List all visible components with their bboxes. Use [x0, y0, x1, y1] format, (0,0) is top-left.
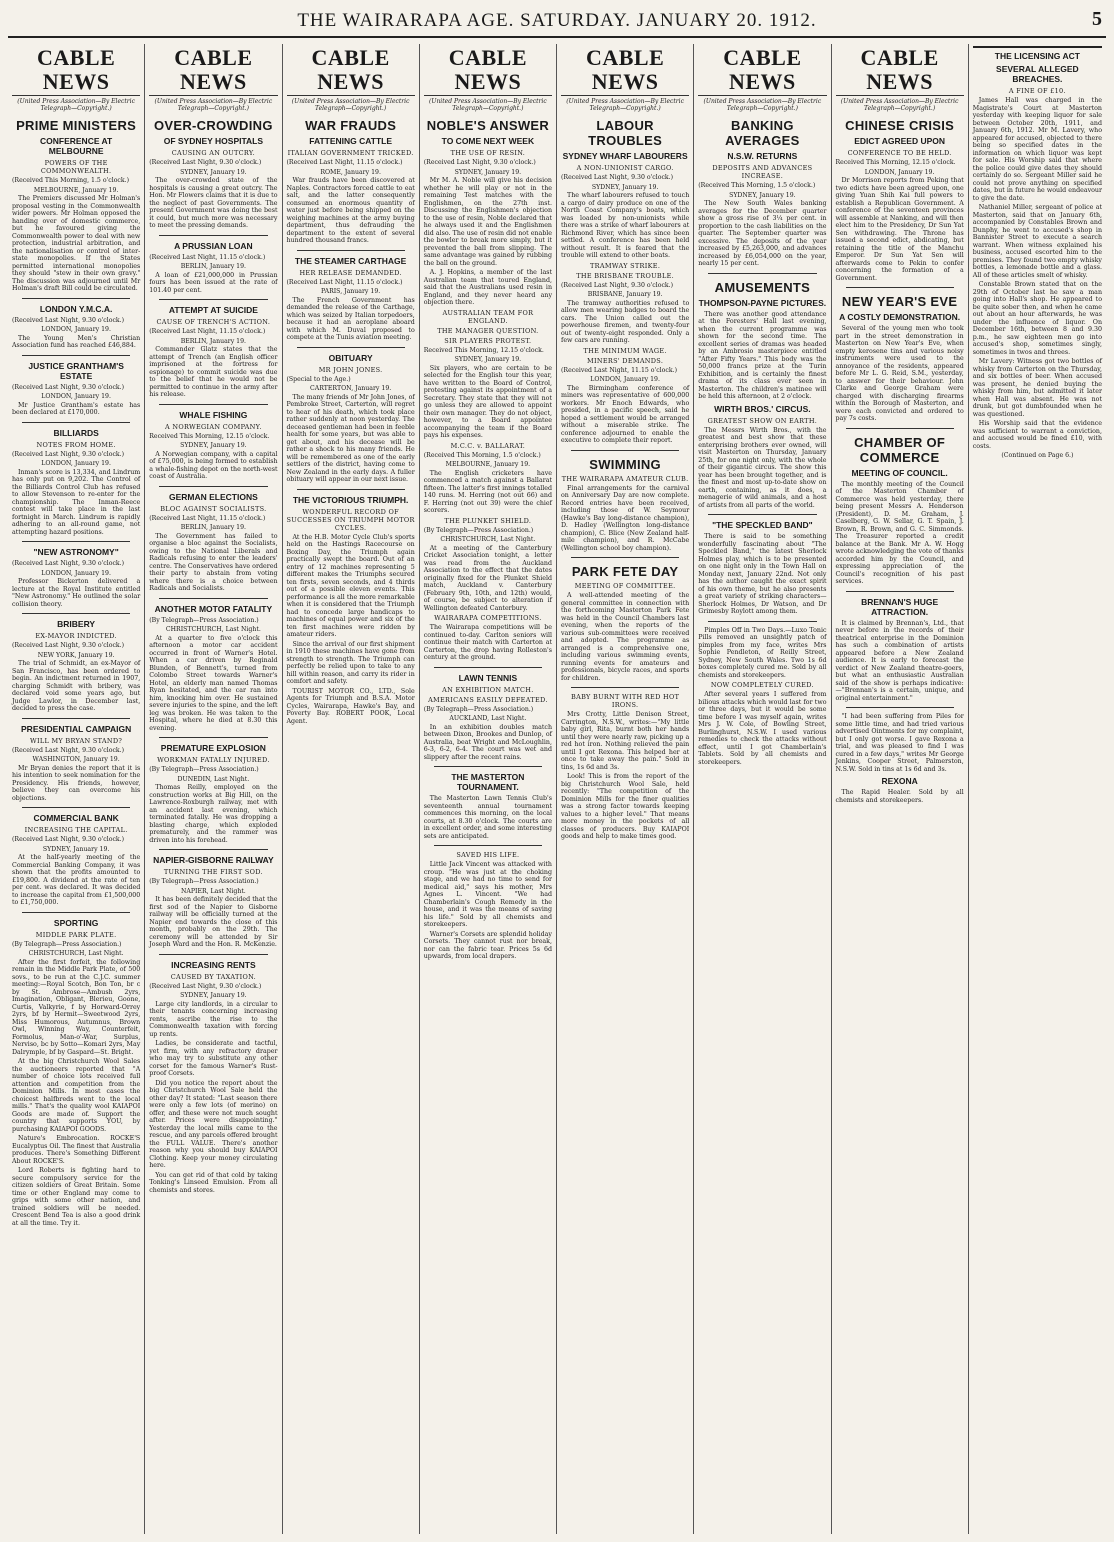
advertisement: Nature's Embrocation. ROCKE'S Eucalyptus Oil. The finest that Australia produces. There's Something Different About ROCKE'S. — [12, 1135, 141, 1165]
advertisement: Pimples Off in Two Days.—Luxo Tonic Pills removed an unsightly patch of pimples from my face, writes Mrs Sophie Pendleton, of Reilly Street, Sydney, New South Wales. Two 1s 6d boxes completely cured me. Sold by all chemists and storekeepers. — [698, 626, 827, 679]
divider — [22, 807, 130, 808]
article-body: After the first forfeit, the following remain in the Middle Park Plate, of 500 sovs., to be run at the C.J.C. summer meeting:—Royal Scotch, Bon Ton, br c by St. Ambrose—Ambush 2yrs, Imagination, Obligant, Blerieu, Goone, Curtis, Valkyrie, f by Horward-Orrey 2yrs, bf by Hermit—Sweetwood 2yrs, Miss Humorous, Autumnus, Brown Owl, Winning Way, Counterfeit, Formolus, Man-o'-War, Surplus, Nerviso, bc by Sotto—Komari 2yrs, May Dalrymple, bf by Gaspard—St. Bright. — [12, 958, 141, 1056]
received-line: (By Telegraph—Press Association.) — [423, 526, 534, 534]
divider — [708, 273, 816, 274]
received-line: (Received This Morning, 1.5 o'clock.) — [698, 182, 816, 189]
headline: OVER-CROWDING — [154, 118, 273, 133]
sub-subheadline: AN EXHIBITION MATCH. — [442, 685, 534, 694]
sub-subheadline: DEPOSITS AND ADVANCES INCREASE. — [712, 164, 813, 180]
headline: AMUSEMENTS — [714, 279, 811, 295]
headline: PREMATURE EXPLOSION — [160, 743, 266, 753]
article-body: The Young Men's Christian Association fund has reached £46,884. — [12, 334, 141, 349]
column-5 — [557, 44, 694, 1534]
advertisement: Look! This is from the report of the big Christchurch Wool Sale, held recently: "The competition of the Dominion Mills for the finer qualities was a strong factor towards keeping values to a higher level." That means more money in the pockets of all classes of producers. Buy KAIAPOI goods and help to make times good. — [561, 773, 690, 840]
subheadline: SYDNEY WHARF LABOURERS — [562, 151, 688, 161]
received-line: (Received Last Night, 11.15 o'clock.) — [149, 514, 266, 522]
article-body: Dr Morrison reports from Peking that two edicts have been agreed upon, one giving Yuan Shih Kai full powers to establish a Republican Government. A conference of the seventeen provinces will assemble at Nanking, and will then elect him to the Presidency, Dr Sun Yat Sen withdrawing. The Throne has issued a second edict, abdicating, but retaining the title of the Manchu Emperor. Dr Sun Yat Sen will afterwards come to Pekin to confer concerning the formation of a Government. — [835, 177, 964, 282]
sub-subheadline: ITALIAN GOVERNMENT TRICKED. — [287, 149, 414, 157]
divider — [22, 422, 130, 423]
article-body: The Masterton Lawn Tennis Club's seventeenth annual tournament commences this morning, on the local courts, at 8.30 o'clock. The courts are in excellent order, and some interesting sets are anticipated. — [423, 795, 552, 840]
article-body: The Government has failed to organise a bloc against the Socialists, owing to the National Liberals and Radicals refusing to enter the leaders' centre. The Conservatives have ordered their party to abstain from voting where there is a choice between Radicals and Socialists. — [149, 532, 278, 592]
sub-subheadline: THE WAIRARAPA AMATEUR CLUB. — [561, 474, 689, 483]
dateline: NAPIER, Last Night. — [180, 887, 246, 895]
sub-subheadline: THE MANAGER QUESTION. — [437, 326, 539, 335]
received-line: (By Telegraph—Press Association.) — [12, 940, 122, 948]
article-body: The Wairarapa competitions will be continued to-day. Carlton seniors will continue their match with Carterton at Carterton, the drop having Rolleston's century at the ground. — [423, 624, 552, 661]
sub-subheadline: CAUSE OF TRENCH'S ACTION. — [156, 318, 271, 326]
cable-news-heading: CABLE NEWS — [836, 46, 964, 96]
cable-news-heading: CABLE NEWS — [149, 46, 277, 96]
article-body: Thomas Reilly, employed on the construction works at Big Hill, on the Lawrence-Roxburgh railway, met with an accident last evening, which terminated fatally. He was dropping a blasting charge, which exploded prematurely, and the rammer was driven into his forehead. — [149, 784, 278, 844]
article-body: In an exhibition doubles match between Dixon, Brookes and Dunlop, of Australia, beat Wright and McLoughlin, 6-3, 6-2, 6-4. The court was wet and slippery after the recent rains. — [423, 723, 552, 761]
received-line: (By Telegraph—Press Association.) — [149, 616, 259, 624]
divider — [159, 486, 267, 487]
subheadline: SEVERAL ALLEGED BREACHES. — [996, 64, 1079, 84]
article-body: Several of the young men who took part in the street demonstration in Masterton on New Year's Eve, when empty kerosene tins and various noisy instruments were used to the annoyance of the residents, appeared before Mr L. G. Reid, S.M., yesterday, to answer for their behaviour. John Clarke and George Graham were charged with discharging firearms within the Borough of Masterton, and were each convicted and ordered to pay 7s costs. — [835, 325, 964, 422]
article-body: War frauds have been discovered at Naples. Contractors forced cattle to eat salt, and the latter consequently consumed an enormous quantity of water just before being shipped on the weighing machines at the army buying department, thus defrauding the department to the extent of several hundred thousand francs. — [286, 177, 415, 244]
sub-subheadline: AMERICANS EASILY DEFEATED. — [428, 695, 548, 704]
sub-subheadline: TRAMWAY STRIKE. — [590, 261, 661, 270]
received-line: Received This Morning, 12.15 o'clock. — [149, 432, 270, 440]
article-body: The trial of Schmidt, an ex-Mayor of San Francisco, has been ordered to begin. An indictment returned in 1907, charging Schmidt with bribery, was declared void some years ago, but Judge Lawlor, in December last, decided to press the case. — [12, 660, 141, 712]
article-body: The French Government has demanded the release of the Carthage, which was seized by Italian torpedoers, because it had an aeroplane aboard with which M. Duval proposed to compete at the Tunis aviation meeting. — [286, 296, 415, 341]
dateline: BRISBANE, January 19. — [587, 291, 663, 298]
received-line: (Received Last Night, 9.30 o'clock.) — [12, 450, 125, 458]
divider — [434, 766, 542, 767]
divider — [297, 489, 405, 490]
dateline: BERLIN, January 19. — [180, 337, 247, 345]
sub-subheadline: GREATEST SHOW ON EARTH. — [707, 416, 818, 425]
association-credit: (United Press Association—By Electric Telegraph—Copyright.) — [154, 98, 273, 112]
received-line: (Received Last Night, 9.30 o'clock.) — [149, 982, 262, 990]
headline: THE STEAMER CARTHAGE — [294, 255, 407, 266]
article-body: The monthly meeting of the Council of the Masterton Chamber of Commerce was held yesterday, there being present Messrs A. Henderson (President), D. M. Graham, J. Caselberg, G. W. Sellar, G. T. Spain, J. Brown, R. Brown, and G. C. Simmonds. The Treasurer reported a credit balance at the Bank. Mr A. W. Hogg wrote acknowledging the vote of thanks accorded him by the Council, and expressing appreciation of the Council's recognition of his past services. — [835, 480, 964, 585]
masthead — [8, 10, 1106, 38]
dateline: LONDON, January 19. — [590, 376, 660, 383]
sub-subheadline: SIR PLAYERS PROTEST. — [444, 336, 532, 345]
dateline: CHRISTCHURCH, Last Night. — [28, 950, 124, 957]
column-2 — [145, 44, 282, 1534]
divider — [159, 849, 267, 850]
advertisement: Warner's Corsets are splendid holiday Corsets. They cannot rust nor break, nor can the fabric tear. Prices 5s 6d upwards, from local drapers. — [423, 930, 552, 960]
headline: THE LICENSING ACT — [994, 51, 1080, 61]
headline: BRENNAN'S HUGE ATTRACTION. — [861, 596, 939, 617]
article-body: Six players, who are certain to be selected for the English tour this year, have written to the Board of Control, protesting against its appointment of a Secretary. They state that they will not go unless they are allowed to appoint their own manager. They do not object, however, to a Board appointee accompanying the team if the Board pays his expenses. — [423, 364, 552, 439]
column-3 — [283, 44, 420, 1534]
received-line: (Received Last Night, 9.30 o'clock.) — [12, 560, 125, 567]
sub-subheadline: MINERS' DEMANDS. — [587, 356, 664, 365]
article-body: The Messrs Wirth Bros., with the greatest and best show that these enterprising brothers ever owned, will visit Masterton on Thursday, January 25th, for one night only, with the whole of their gigantic circus. The show this year has been brought together, and is the finest and most up-to-date show on earth, containing, as it does, a menagerie of wild animals, and a host of artists from all parts of the world. — [698, 426, 827, 509]
article-body: The New South Wales banking averages for the December quarter show a gross rise of 3¼ per cent. in proportion to the cash liabilities on the quarter. The September quarter was excessive. The deposits of the year increased by £5,263,000, and advances increased by £6,054,000 on the year, nearly 15 per cent. — [698, 200, 827, 267]
headline: COMMERCIAL BANK — [33, 813, 119, 823]
advertisement: Lord Roberts is fighting hard to secure compulsory service for the citizen soldiers of Great Britain. Some time or other England may come to grips with some other nation, and trained soldiers will be needed. Crescent Bend Tea is also a good drink at all the time. Try it. — [12, 1167, 141, 1227]
headline: NOBLE'S ANSWER — [426, 118, 550, 133]
divider — [571, 450, 679, 451]
advertisement: TOURIST MOTOR CO., LTD., Sole Agents for Triumph and B.S.A. Motor Cycles, Wairarapa, Hawke's Bay, and Poverty Bay. ROBERT POOK, Local Agent. — [286, 687, 415, 725]
headline: PRESIDENTIAL CAMPAIGN — [21, 723, 132, 734]
continued-note: (Continued on Page 6.) — [1001, 452, 1074, 459]
received-line: (Received Last Night, 9.30 o'clock.) — [561, 174, 674, 181]
article-body: Inman's score is 13,334, and Lindrum has only put on 9,202. The Control of the Billiards Control Club has refused to allow Stevenson to re-enter for the championship. The Inman-Reece contest will take place in the last fortnight in March. Lindrum is rapidly adhering to an all-round game, not attempting hazard positions. — [12, 468, 141, 536]
received-line: (Received This Morning, 1.5 o'clock.) — [423, 451, 541, 459]
sub-subheadline: M.C.C. v. BALLARAT. — [450, 441, 526, 450]
article-body: The Birmingham conference of miners was representative of 600,000 workers. Mr Enoch Edwards, who presided, in a pacific speech, said he hoped a settlement would be arranged without a miserable strike. The conference adjourned to enable the executive to complete their report. — [561, 384, 690, 444]
headline: THE MASTERTON TOURNAMENT. — [451, 772, 525, 792]
article-body: At a quarter to five o'clock this afternoon a motor car accident occurred in front of Warner's Hotel. When a car driven by Reginald Blunden, of Bennett's, turned from Colombo Street towards Warner's Hotel, an elderly man named Thomas Ryan hesitated, and the car ran into him, knocking him over. He sustained severe injuries to the spine, and the left leg was broken. He was taken to the Hospital, where he died at 8.30 this evening. — [149, 634, 278, 732]
received-line: (Special to the Age.) — [286, 375, 351, 383]
article-body: A well-attended meeting of the general committee in connection with the forthcoming Masterton Park Fete was held in the Council Chambers last evening, when the reports of the various sub-committees were received and adopted. The programme as arranged is a comprehensive one, including various swimming events, running events for amateurs and professionals, bicycle races, and sports for children. — [561, 592, 690, 682]
article-body: A Norwegian company, with a capital of £75,000, is being formed to establish a whale-fishing depot on the north-west coast of Australia. — [149, 450, 278, 480]
sub-subheadline: AUSTRALIAN TEAM FOR ENGLAND. — [442, 308, 534, 325]
divider — [22, 298, 130, 299]
headline: INCREASING RENTS — [171, 959, 256, 970]
column-7 — [832, 44, 969, 1534]
sub-subheadline: NOW COMPLETELY CURED. — [710, 681, 814, 689]
divider — [159, 737, 267, 738]
dateline: LONDON, January 19. — [41, 460, 111, 467]
sub-subheadline: A FINE OF £10. — [1008, 87, 1066, 95]
dateline: SYDNEY, January 19. — [180, 442, 247, 449]
dateline: WASHINGTON, January 19. — [32, 756, 120, 763]
received-line: (Received Last Night, 11.15 o'clock.) — [286, 159, 403, 166]
received-line: (By Telegraph—Press Association.) — [149, 766, 259, 773]
article-body: Final arrangements for the carnival on Anniversary Day are now complete. Record entries have been received, including those of W. Seymour (Hawke's Bay long-distance champion), D. Hadley (Wellington long-distance champion), C. Blice (New Zealand half-mile champion), and R. McCabe (Wellington school boy champion). — [561, 484, 690, 552]
advertisement: Little Jack Vincent was attacked with croup. "He was just at the choking stage, and we had no time to send for medical aid," says his mother, Mrs Agnes L. Vincent. "We had Chamberlain's Cough Remedy in the house, and it was the means of saving his life." Sold by all chemists and storekeepers. — [423, 861, 552, 928]
article-body: Professor Bickerton delivered a lecture at the Royal Institute entitled "New Astronomy." He outlined the solar collision theory. — [12, 578, 141, 608]
divider — [22, 613, 130, 614]
headline: BRIBERY — [57, 619, 96, 629]
sub-subheadline: SAVED HIS LIFE. — [456, 851, 520, 859]
received-line: (By Telegraph—Press Association.) — [149, 878, 259, 885]
received-line: (Received Last Night, 11.15 o'clock.) — [149, 253, 266, 261]
headline: LONDON Y.M.C.A. — [39, 303, 113, 314]
sub-subheadline: WORKMAN FATALLY INJURED. — [157, 756, 270, 764]
article-body: The English cricketers have commenced a match against a Ballarat fifteen. The latter's first innings totalled 140 runs. M. Herring (not out 66) and F. Herring (not out 39) were the chief scorers. — [423, 469, 552, 514]
page-number: 5 — [1092, 8, 1102, 30]
article-body: Mr Bryan denies the report that it is his intention to seek nomination for the Presidency. His friends, however, believe they can overcome his objections. — [12, 764, 141, 802]
cable-news-heading: CABLE NEWS — [287, 46, 415, 96]
subheadline: MEETING OF COUNCIL. — [851, 467, 948, 478]
article-body: At the H.B. Motor Cycle Club's sports held on the Hastings Racecourse on Boxing Day, the Triumph again practically swept the board. Out of an entry of 12 machines representing 5 different makes the Triumphs secured ten firsts, seven seconds, and 4 thirds out of a possible eleven events. This performance is all the more remarkable when it is considered that the Triumph had to concede large handicaps to machines of equal power and six of the ten first machines were ridden by amateur riders. — [286, 533, 415, 638]
sub-subheadline: THE MINIMUM WAGE. — [583, 346, 667, 355]
article-body: Mr Lavery: Witness got two bottles of whisky from Carterton on the Thursday, and six bottles of beer. When accused was present, he denied buying the whisky from him, but admitted it later when Hall was absent. He was not drunk, but got dumbfounded when he was questioned. — [972, 358, 1102, 418]
headline: BILLIARDS — [53, 427, 99, 438]
subheadline: WIRTH BROS.' CIRCUS. — [714, 403, 811, 414]
article-body: The tramway authorities refused to allow men wearing badges to board the cars. The Union called out the powerhouse firemen, and twenty-four out of twenty-eight responded. Only a few cars are running. — [561, 299, 690, 344]
dateline: SYDNEY, January 19. — [180, 168, 247, 176]
columns — [8, 44, 1106, 1534]
dateline: BERLIN, January 19. — [180, 524, 247, 531]
sub-subheadline: WAIRARAPA COMPETITIONS. — [434, 614, 542, 622]
article-body: It is claimed by Brennan's, Ltd., that never before in the records of their theatrical enterprise in the Dominion has such a combination of artists appeared before a New Zealand audience. It is early to forecast the verdict of New Zealand theatre-goers, but what an enthusiastic Australian said of the show is perhaps indicative:—"Brennan's is a certain, unique, and original entertainment." — [835, 619, 964, 702]
association-credit: (United Press Association—By Electric Telegraph—Copyright.) — [703, 98, 822, 112]
subheadline: FATTENING CATTLE — [309, 136, 393, 146]
subheadline: EDICT AGREED UPON — [854, 136, 946, 146]
dateline: LONDON, January 19. — [41, 326, 111, 333]
received-line: (Received Last Night, 9.30 o'clock.) — [423, 159, 536, 166]
advertisement: After several years I suffered from bilious attacks which would last for two or three days, but it would be some time before I was myself again, writes Mrs J. W. Cole, of Bowling Street, Burlinghurst, N.S.W. I used various remedies to check the attacks without effect, until I got Chamberlain's Tablets. Sold by all chemists and storekeepers. — [698, 691, 827, 766]
dateline: MELBOURNE, January 19. — [445, 461, 531, 468]
divider — [846, 287, 954, 288]
article-body: Commander Glatz states that the attempt of Trench (an English officer imprisoned at the fortress for espionage) to commit suicide was due to the belief that he would not be permitted to continue in the army after his release. — [149, 346, 278, 398]
divider — [159, 404, 267, 405]
article-body: The many friends of Mr John Jones, of Pembroke Street, Carterton, will regret to hear of his death, which took place rather suddenly at noon yesterday. The deceased gentleman had been in feeble health for some years, but was able to get about, and his decease will be rather a shock to his many friends. He will be remembered as one of the early settlers of the district, having come to New Zealand in the early days. A fuller obituary will appear in our next issue. — [286, 393, 415, 483]
column-6 — [694, 44, 831, 1534]
column-8 — [969, 44, 1106, 1534]
subheadline: N.S.W. RETURNS — [727, 151, 798, 161]
received-line: Received This Morning, 12.15 o'clock. — [423, 346, 544, 354]
headline: NEW YEAR'S EVE — [841, 294, 958, 309]
advertisement: Mrs Crotty, Little Denison Street, Carrington, N.S.W., writes:—"My little baby girl, Rita, burnt both her hands until they were nearly raw, picking up a red hot iron. Nothing relieved the pain until I got Rexona. This helped her at once to take away the pain." Sold in tins, 1s 6d and 3s. — [561, 711, 690, 771]
article-body: There was another good attendance at the Foresters' Hall last evening, when the current programme was shown for the second time. The excellent series of dramas was headed by an Ambrosio masterpiece entitled "After Fifty Years." This body was the 50,000 francs prize at the Turin Exhibition, and is certainly the finest drama of its class ever seen in Masterton. The children's matinee will be held this afternoon, at 2 o'clock. — [698, 310, 827, 400]
dateline: LONDON, January 19. — [864, 168, 935, 176]
dateline: SYDNEY, January 19. — [42, 845, 110, 853]
divider — [846, 591, 954, 592]
advertisement: The Rapid Healer. Sold by all chemists and storekeepers. — [835, 789, 964, 804]
received-line: Received This Morning, 12.15 o'clock. — [835, 159, 956, 166]
divider — [434, 667, 542, 668]
dateline: SYDNEY, January 19. — [454, 168, 522, 176]
article-body: The wharf labourers refused to touch a cargo of dairy produce on one of the North Coast Company's boats, which was loaded by non-unionists while there was a strike of wharf labourers at Richmond River, which has since been settled. A conference has been held without result. It is feared that the trouble will extend to other boats. — [561, 192, 690, 259]
headline: SWIMMING — [589, 456, 661, 472]
divider — [159, 235, 267, 236]
association-credit: (United Press Association—By Electric Telegraph—Copyright.) — [17, 98, 135, 112]
received-line: (Received Last Night, 11.15 o'clock.) — [561, 366, 677, 374]
article-body: Mr Justice Grantham's estate has been declared at £170,000. — [12, 401, 141, 416]
sub-subheadline: MIDDLE PARK PLATE. — [35, 930, 117, 939]
received-line: (Received This Morning, 1.5 o'clock.) — [12, 177, 130, 184]
sub-subheadline: BABY BURNT WITH RED HOT IRONS. — [571, 693, 680, 709]
cable-news-heading: CABLE NEWS — [424, 46, 552, 96]
divider — [571, 557, 679, 558]
sub-subheadline: POWERS OF THE COMMONWEALTH. — [40, 159, 112, 175]
divider — [297, 250, 405, 251]
article-body: At the half-yearly meeting of the Commercial Banking Company, it was shown that the profits amounted to £19,800. A dividend at the rate of ten per cent. was declared. It was decided to increase the capital from £1,500,000 to £1,750,000. — [12, 854, 141, 906]
headline: A PRUSSIAN LOAN — [174, 240, 253, 251]
divider — [22, 912, 130, 913]
dateline: PARIS, January 19. — [321, 288, 381, 295]
dateline: SYDNEY, January 19. — [454, 356, 522, 363]
article-body: At a meeting of the Canterbury Cricket Association tonight, a letter was read from the Auckland Association to the effect that the dates originally fixed for the Plunket Shield match, Auckland v. Canterbury (February 9th, 10th, and 12th) would, of course, be subject to alteration if Wellington defeated Canterbury. — [423, 544, 552, 612]
subheadline: THOMPSON-PAYNE PICTURES. — [698, 297, 827, 308]
dateline: MELBOURNE, January 19. — [33, 186, 119, 194]
headline: OBITUARY — [328, 352, 373, 363]
dateline: CHRISTCHURCH, Last Night. — [165, 626, 261, 633]
received-line: (Received Last Night, 9.30 o'clock.) — [12, 383, 125, 391]
headline: PRIME MINISTERS — [16, 118, 137, 133]
subheadline: OF SYDNEY HOSPITALS — [163, 136, 264, 146]
headline: "THE SPECKLED BAND" — [712, 520, 813, 530]
column-1 — [8, 44, 145, 1534]
headline: ATTEMPT AT SUICIDE — [168, 305, 258, 315]
advertisement: Ladies, be considerate and tactful, yet firm, with any refractory draper who may try to substitute any other corset for the famous Warner's Rust-proof Corsets. — [149, 1040, 278, 1077]
dateline: SYDNEY, January 19. — [591, 183, 659, 191]
sub-subheadline: MEETING OF COMMITTEE. — [574, 582, 676, 590]
headline: LAWN TENNIS — [458, 672, 518, 683]
headline: CHAMBER OF COMMERCE — [854, 434, 946, 465]
article-body: It has been definitely decided that the first sod of the Napier to Gisborne railway will be officially turned at the Napier end towards the close of this month, probably on the 29th. The ceremony will be attended by Sir Joseph Ward and the Hon. R. McKenzie. — [149, 896, 278, 948]
headline: ANOTHER MOTOR FATALITY — [154, 603, 273, 614]
headline: LABOUR TROUBLES — [588, 118, 663, 148]
article-body: A. J. Hopkins, a member of the last Australian team that toured England, said that the Australians used resin in England, and they never heard any objection there. — [423, 269, 552, 306]
divider — [297, 347, 405, 348]
divider — [159, 299, 267, 300]
headline: WAR FRAUDS — [305, 118, 397, 133]
subheadline: TO COME NEXT WEEK — [441, 136, 535, 146]
headline: PARK FETE DAY — [571, 564, 679, 579]
dateline: DUNEDIN, Last Night. — [177, 775, 250, 783]
sub-subheadline: WILL MY BRYAN STAND? — [30, 736, 123, 745]
sub-subheadline: TURNING THE FIRST SOD. — [163, 868, 263, 876]
divider — [973, 46, 1102, 48]
article-body: The over-crowded state of the hospitals is causing a great outcry. The Hon. Mr Flowers claims that it is due to the neglect of past Governments. The present Government was doing the best it could, but much more was necessary to meet the pressing demands. — [149, 177, 278, 229]
dateline: SYDNEY, January 19. — [729, 191, 796, 199]
headline: THE VICTORIOUS TRIUMPH. — [292, 494, 409, 505]
headline: SPORTING — [53, 917, 99, 928]
divider — [846, 707, 954, 708]
divider — [708, 514, 816, 515]
received-line: (Received Last Night, 9.30 o'clock.) — [561, 281, 674, 289]
sub-subheadline: CAUSED BY TAXATION. — [170, 972, 257, 981]
divider — [22, 541, 130, 542]
headline: CHINESE CRISIS — [845, 118, 955, 133]
headline: NAPIER-GISBORNE RAILWAY — [153, 855, 274, 865]
masthead-title: THE WAIRARAPA AGE. SATURDAY. JANUARY 20. 1912. — [297, 10, 817, 31]
sub-subheadline: WONDERFUL RECORD OF SUCCESSES ON TRIUMPH MOTOR CYCLES. — [286, 507, 415, 532]
article-body: His Worship said that the evidence was sufficient to warrant a conviction, and accused would be fined £10, with costs. — [972, 420, 1102, 450]
subheadline: A COSTLY DEMONSTRATION. — [839, 312, 961, 322]
dateline: AUCKLAND, Last Night. — [449, 715, 527, 722]
article-body: Mr M. A. Noble will give his decision whether he will play or not in the remaining Test matches with the Englishmen, on the 27th inst. Discussing the Englishmen's objection to the use of resin, Noble declared that he always used it and the Englishmen did also. The use of resin did not enable the bowler to break more simply, but it prevented the ball from slipping. The same advantage was gained by rubbing the ball on the ground. — [423, 177, 552, 267]
cable-news-heading: CABLE NEWS — [561, 46, 689, 96]
received-line: (Received Last Night, 9.30 o'clock.) — [12, 316, 125, 324]
headline: BANKING AVERAGES — [725, 118, 800, 148]
sub-subheadline: BLOC AGAINST SOCIALISTS. — [160, 504, 267, 513]
sub-subheadline: INCREASING THE CAPITAL. — [24, 826, 128, 834]
association-credit: (United Press Association—By Electric Telegraph—Copyright.) — [429, 98, 547, 112]
divider — [22, 718, 130, 719]
association-credit: (United Press Association—By Electric Telegraph—Copyright.) — [291, 98, 410, 112]
divider — [159, 954, 267, 955]
headline: JUSTICE GRANTHAM'S ESTATE — [28, 360, 124, 381]
dateline: NEW YORK, January 19. — [37, 651, 115, 659]
headline: "NEW ASTRONOMY" — [33, 547, 119, 557]
sub-subheadline: MR JOHN JONES. — [318, 365, 383, 374]
received-line: (Received Last Night, 9.30 o'clock.) — [12, 836, 125, 843]
divider — [22, 355, 130, 356]
divider — [846, 428, 954, 429]
article-body: Since the arrival of our first shipment in 1910 these machines have gone from strength to strength. The Triumph can perfectly be relied upon to take to any hill within reason, and carry its rider in comfort and safety. — [286, 640, 415, 685]
received-line: (Received Last Night, 9.30 o'clock.) — [149, 159, 262, 166]
sub-subheadline: THE BRISBANE TROUBLE. — [576, 271, 674, 280]
article-body: James Hall was charged in the Magistrate's Court at Masterton yesterday with keeping liquor for sale between October 20th, 1911, and January 6th, 1912. Mr M. Lavery, who appeared for accused, objected to there being so specified dates in the information on which liquor was kept for sale. His Worship said that where the police could give dates they should certainly do so. Sergeant Miller said he could not prove anything on specified dates, but in future he would endeavour to give the date. — [972, 97, 1102, 202]
dateline: LONDON, January 19. — [41, 393, 111, 400]
article-body: A loan of £21,000,000 in Prussian fours has been issued at the rate of 101.40 per cent. — [149, 271, 278, 294]
divider — [708, 621, 816, 622]
sub-subheadline: NOTES FROM HOME. — [36, 440, 116, 449]
subheadline: CONFERENCE AT MELBOURNE — [40, 136, 113, 156]
received-line: (Received Last Night, 9.30 o'clock.) — [12, 642, 125, 649]
article-body: Nathaniel Miller, sergeant of police at Masterton, said that on January 6th, accompanied by Constables Brown and Dunphy, he went to accused's shop in Bannister Street to execute a search warrant. When witness explained his business, accused escorted him to the premises. They found two empty whisky bottles, a lemonade bottle and a glass. All of these articles smelt of whisky. — [972, 204, 1102, 279]
advertisement: "I had been suffering from Piles for some little time, and had tried various advertised Ointments for my complaint, but I only got worse. I gave Rexona a trial, and was pleased to find I was cured in a few days," writes Mr George Jenkins, Cooper Street, Palmerston, N.S.W. Sold in tins at 1s 6d and 3s. — [835, 713, 964, 773]
dateline: BERLIN, January 19. — [180, 263, 247, 270]
advertisement: Did you notice the report about the big Christchurch Wool Sale held the other day? It stated: "Last season there were only a few lots (of merino) on offer, and these were not much sought after. Prices were disappointing." Yesterday the local mills came to the rescue, and any parcels offered brought the FULL VALUE. There's another reason why you should buy KAIAPOI Clothing. Keep your money circulating here. — [149, 1079, 278, 1169]
column-4 — [420, 44, 557, 1534]
received-line: (Received Last Night, 11.15 o'clock.) — [149, 328, 266, 335]
article-body: There is said to be something wonderfully fascinating about "The Speckled Band," the latest Sherlock Holmes play, which is to be presented on one night only in the Town Hall on Monday next, January 22nd. Not only has the author caught the exact spirit of his own theme, but he also presents a great variety of striking characters—Sherlock Holmes, Dr Watson, and Dr Grimesby Roylott among them. — [698, 533, 827, 615]
cable-news-heading: CABLE NEWS — [12, 46, 140, 96]
association-credit: (United Press Association—By Electric Telegraph—Copyright.) — [566, 98, 684, 112]
dateline: CARTERTON, January 19. — [310, 385, 392, 392]
divider — [571, 687, 679, 688]
received-line: (Received Last Night, 9.30 o'clock.) — [12, 746, 125, 754]
divider — [434, 845, 542, 846]
sub-subheadline: A NON-UNIONIST CARGO. — [576, 164, 674, 172]
dateline: ROME, January 19. — [320, 168, 381, 176]
received-line: (By Telegraph—Press Association.) — [423, 705, 534, 713]
article-body: Constable Brown stated that on the 29th of October last he saw a man going into Hall's shop. He appeared to be quite sober then, and when he came out about an hour afterwards, he was under the influence of liquor. On December 16th, between 8 and 9.30 p.m., he saw eighteen men go into accused's shop, sometimes singly, sometimes in twos and threes. — [972, 281, 1102, 356]
cable-news-heading: CABLE NEWS — [698, 46, 826, 96]
sub-subheadline: CONFERENCE TO BE HELD. — [847, 149, 952, 157]
divider — [159, 598, 267, 599]
dateline: CHRISTCHURCH, Last Night. — [440, 536, 536, 543]
headline: WHALE FISHING — [179, 409, 248, 420]
headline: GERMAN ELECTIONS — [168, 491, 258, 502]
article-body: The Premiers discussed Mr Holman's proposal vesting in the Commonwealth wider powers. Mr Holman opposed the handing over of domestic commerce, but he favoured giving the Commonwealth power to deal with new protection, industrial arbitration, and the nationalisation or control of inter-state monopolies. If the States permitted international monopolies they should "stew in their own gravy." The discussion was adjourned until Mr Holman's draft Bill could be circulated. — [12, 195, 141, 292]
dateline: LONDON, January 19. — [41, 569, 111, 577]
sub-subheadline: THE PLUNKET SHIELD. — [444, 516, 532, 525]
advertisement: At the big Christchurch Wool Sales the auctioneers reported that "A number of choice lots received full attention and competition from the Dominion Mills. In most cases the choicest halfbreds went to the local mills." That's the quality wool KAIAPOI Goods are made of. Support the country that supports YOU, by purchasing KAIAPOI GOODS. — [12, 1058, 141, 1133]
sub-subheadline: CAUSING AN OUTCRY. — [171, 149, 256, 157]
received-line: (Received Last Night, 11.15 o'clock.) — [286, 278, 403, 286]
association-credit: (United Press Association—By Electric Telegraph—Copyright.) — [840, 98, 959, 112]
subheadline: REXONA — [881, 776, 918, 786]
sub-subheadline: THE USE OF RESIN. — [450, 149, 526, 157]
article-body: Large city landlords, in a circular to their tenants concerning increasing rents, ascribe the rise to the Commonwealth taxation with forcing up rents. — [149, 1000, 278, 1038]
sub-subheadline: A NORWEGIAN COMPANY. — [164, 422, 262, 431]
dateline: SYDNEY, January 19. — [180, 992, 247, 999]
sub-subheadline: HER RELEASE DEMANDED. — [299, 268, 402, 277]
advertisement: You can get rid of that cold by taking Tonking's Linseed Emulsion. From all chemists and stores. — [149, 1171, 278, 1194]
sub-subheadline: EX-MAYOR INDICTED. — [35, 632, 117, 640]
